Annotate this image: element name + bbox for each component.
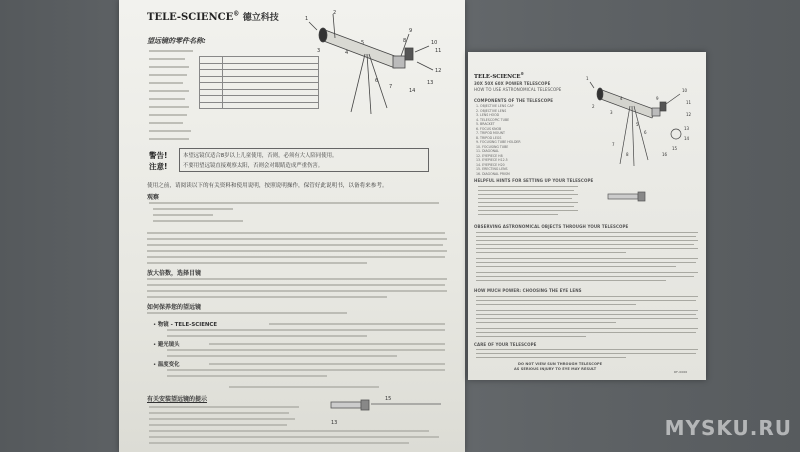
eyepiece [660, 102, 666, 111]
chinese-manual-page [119, 0, 465, 452]
parts-subtitle: 望远镜的零件名称: [147, 37, 206, 45]
components-list [476, 104, 521, 176]
diagram-label: 6 [375, 78, 379, 84]
setup-diagram [598, 182, 698, 216]
brand-reg: ® [233, 10, 240, 18]
brand-text: TELE-SCIENCE [147, 12, 234, 23]
component-item: 9. FOCUSING TUBE HOLDER [476, 140, 521, 144]
bullet-item: • 温度变化 [153, 362, 180, 368]
model-text: 30X 50X 60X POWER TELESCOPE [474, 81, 551, 86]
diagram-label: 3 [317, 48, 321, 54]
components-title: COMPONENTS OF THE TELESCOPE [474, 98, 554, 103]
component-item: 5. BRACKET [476, 122, 495, 126]
telescope-diagram [586, 60, 702, 170]
bullet-item: • 物镜 - TELE-SCIENCE [153, 322, 218, 328]
diagram-label: 5 [361, 40, 365, 46]
warning-label-1: 警告! [149, 151, 168, 160]
focus-tube [331, 402, 361, 408]
diagram-label: 5 [636, 122, 639, 127]
diagram-label: 12 [686, 112, 692, 117]
warning-line-1: 本望远镜仅适合8岁以上儿童使用，否则，必须有大人陪同使用。 [183, 153, 338, 159]
diagram-label: 2 [333, 10, 337, 16]
diagram-label: 13 [331, 420, 338, 426]
component-item: 3. LENS HOOD [476, 113, 500, 117]
diagram-label: 11 [686, 100, 692, 105]
objective-lens [319, 28, 327, 42]
diagram-label: 9 [409, 28, 413, 34]
warning-label [149, 150, 167, 172]
observing-title: OBSERVING ASTRONOMICAL OBJECTS THROUGH YOUR TELESCOPE [474, 224, 629, 229]
diagram-label: 10 [682, 88, 688, 93]
section-care: 如何保养您的望远镜 [147, 304, 202, 311]
diagram-label: 7 [389, 84, 393, 90]
brand-logo [147, 10, 279, 23]
section-magnification: 放大倍数，选择目镜 [147, 270, 202, 277]
subtitle-text: HOW TO USE ASTRONOMICAL TELESCOPE [474, 87, 562, 92]
diagram-label: 4 [345, 50, 349, 56]
component-item: 16. DIAGONAL PRISM [476, 171, 510, 176]
component-item: 6. FOCUS KNOB [476, 126, 502, 131]
component-item: 14. EYEPIECE H20 [476, 162, 505, 167]
footer-warning-1: DO NOT VIEW SUN THROUGH TELESCOPE [518, 362, 603, 366]
diagram-label: 11 [435, 48, 442, 54]
watermark: MYSKU.RU [664, 416, 792, 440]
tripod-leg [632, 106, 634, 166]
tripod-leg [351, 54, 365, 112]
power-title: HOW MUCH POWER: CHOOSING THE EYE LENS [474, 288, 582, 293]
footer-code: RF-0066 [674, 370, 688, 374]
diagram-label: 8 [403, 38, 407, 44]
diagram-label: 2 [592, 104, 595, 109]
brand-cn: 德立科技 [242, 13, 279, 23]
eyepiece [638, 192, 645, 201]
brand-logo [474, 72, 524, 80]
diagram-label: 12 [435, 68, 442, 74]
component-item: 12. EYEPIECE H8 [476, 153, 503, 158]
brand-reg: ® [520, 72, 524, 76]
tripod-leg [367, 54, 371, 114]
bullet-text: 物镜 - TELE-SCIENCE [157, 322, 218, 328]
component-item: 15. ERECTING LENS [476, 167, 508, 171]
warning-line-2: 不要用望远镜直接观察太阳，否则会对眼睛造成严重伤害。 [183, 163, 324, 169]
diagram-label: 3 [610, 110, 613, 115]
telescope-diagram [305, 8, 465, 118]
setup-tips-heading: 有关安装望远镜的提示 [147, 396, 208, 403]
care-title: CARE OF YOUR TELESCOPE [474, 342, 537, 347]
component-item: 10. FOCUSING TUBE [476, 144, 509, 149]
telescope-tube [321, 30, 400, 68]
component-item: 2. OBJECTIVE LENS [476, 108, 507, 113]
diagram-label: 9 [656, 96, 659, 101]
component-item: 1. OBJECTIVE LENS CAP [476, 104, 514, 108]
diagram-label: 1 [586, 76, 589, 81]
diagram-label: 14 [409, 88, 416, 94]
diagram-label: 10 [431, 40, 438, 46]
warning-box [179, 148, 429, 172]
objective-lens [597, 88, 603, 100]
diagram-label: 7 [612, 142, 615, 147]
bullet-text: 避光镜头 [157, 342, 180, 348]
component-item: 8. TRIPOD LEGS [476, 135, 502, 140]
component-item: 13. EYEPIECE H12.5 [476, 158, 508, 162]
eyepiece [361, 400, 369, 410]
warning-label-2: 注意! [149, 162, 168, 171]
component-item: 4. TELESCOPIC TUBE [476, 117, 510, 122]
eyepiece-holder [393, 56, 405, 68]
setup-diagram [311, 392, 451, 428]
eyepiece-accessory [671, 129, 681, 139]
intro-text: 使用之前，请阅读以下的有关资料和使用说明，按照说明操作，保管好此说明书，以备将来参考。 [147, 183, 388, 189]
section-observe: 观察 [147, 194, 160, 201]
focus-tube [608, 194, 638, 199]
helpful-hints-title: HELPFUL HINTS FOR SETTING UP YOUR TELESCOPE [474, 178, 594, 183]
component-item: 7. TRIPOD MOUNT [476, 131, 505, 135]
diagram-label: 1 [305, 16, 309, 22]
diagram-label: 8 [626, 152, 629, 157]
bullet-text: 温度变化 [157, 362, 180, 368]
component-item: 11. DIAGONAL [476, 149, 499, 153]
magnification-table [199, 56, 319, 109]
diagram-label: 13 [427, 80, 434, 86]
diagram-label: 13 [684, 126, 690, 131]
diagram-label: 16 [662, 152, 668, 157]
eyepiece [405, 48, 413, 60]
diagram-label: 14 [684, 136, 690, 141]
eyepiece-holder [652, 108, 660, 116]
bullet-item: • 避光镜头 [153, 342, 180, 348]
brand-text: TELE-SCIENCE [474, 73, 521, 80]
diagram-label: 6 [644, 130, 647, 135]
diagram-label: 4 [620, 96, 623, 101]
telescope-tube [598, 90, 656, 118]
diagram-label: 15 [672, 146, 678, 151]
english-manual-page [468, 52, 706, 380]
diagram-label: 15 [385, 396, 392, 402]
footer-warning-2: AS SERIOUS INJURY TO EYE MAY RESULT [514, 367, 597, 371]
